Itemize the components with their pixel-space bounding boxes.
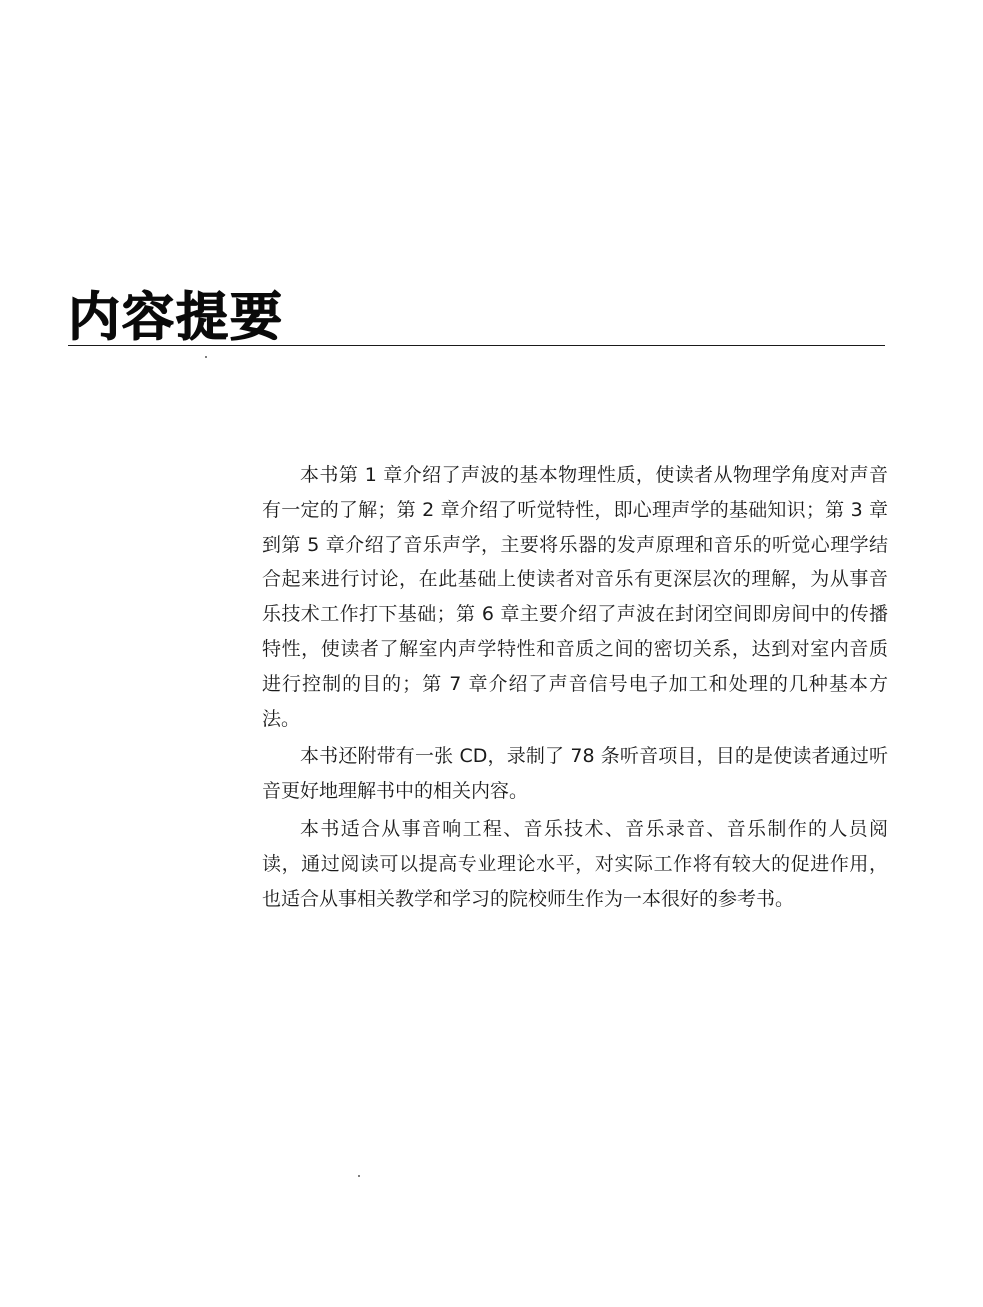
summary-body bbox=[262, 458, 888, 919]
scan-speck bbox=[205, 356, 207, 358]
paragraph-cd: 本书还附带有一张 CD，录制了 78 条听音项目，目的是使读者通过听音更好地理解书中的相关内容。 bbox=[262, 745, 888, 803]
paragraph-chapters: 本书第 1 章介绍了声波的基本物理性质，使读者从物理学角度对声音有一定的了解；第 2 章介绍了听觉特性，即心理声学的基础知识；第 3 章到第 5 章介绍了音乐声学，主要将乐器的发声原理和音乐的听觉心理学结合起来进行讨论，在此基础上使读者对音乐有更深层次的理解，为从事音乐技术工作打下基础；第 6 章主要介绍了声波在封闭空间即房间中的传播特性，使读者了解室内声学特性和音质之间的密切关系，达到对室内音质进行控制的目的；第 7 章介绍了声音信号电子加工和处理的几种基本方法。 bbox=[262, 464, 888, 730]
paragraph-audience: 本书适合从事音响工程、音乐技术、音乐录音、音乐制作的人员阅读，通过阅读可以提高专业理论水平，对实际工作将有较大的促进作用，也适合从事相关教学和学习的院校师生作为一本很好的参考书。 bbox=[262, 817, 888, 910]
title-underline bbox=[68, 345, 885, 346]
scan-speck bbox=[358, 1175, 360, 1177]
page-title: 内容提要 bbox=[68, 288, 285, 348]
